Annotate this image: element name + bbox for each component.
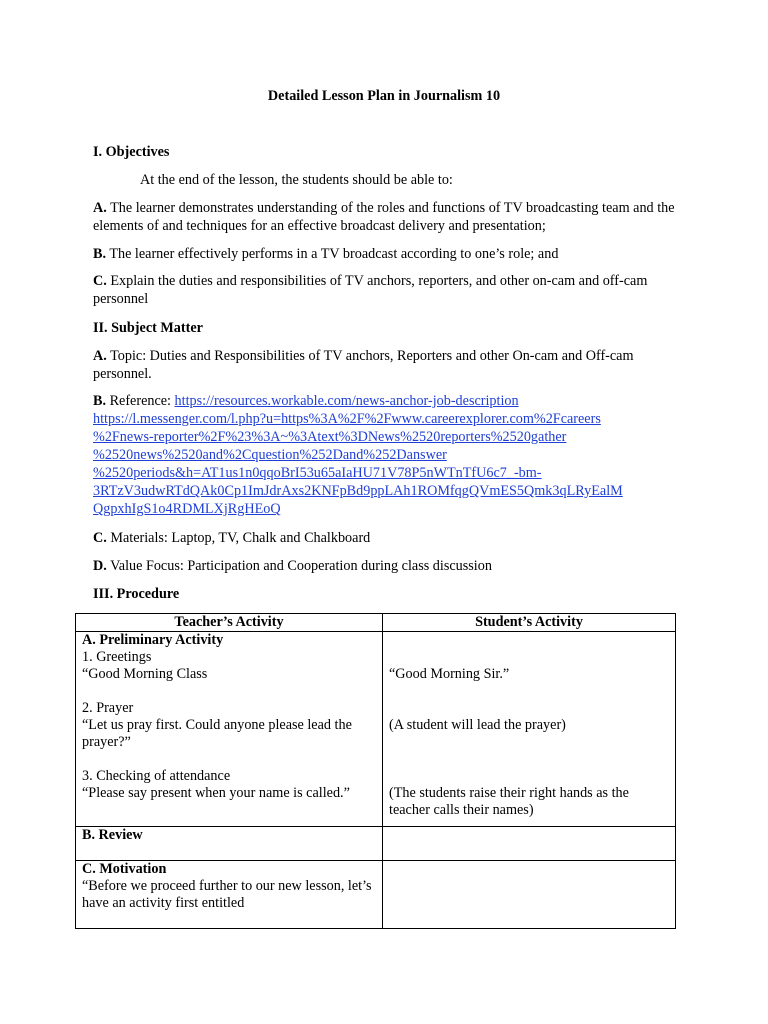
- reference-link-anchor-job[interactable]: https://resources.workable.com/news-anchor-job-description: [174, 393, 519, 409]
- reference-prefix: Reference:: [109, 393, 171, 409]
- review-heading: B. Review: [82, 827, 143, 843]
- objective-b-text: The learner effectively performs in a TV broadcast according to one’s role; and: [109, 246, 559, 262]
- greetings-student-line: “Good Morning Sir.”: [389, 666, 510, 682]
- objective-c-label: C.: [93, 273, 107, 289]
- attendance-label: 3. Checking of attendance: [82, 768, 231, 784]
- reference-link-reporter-line-1[interactable]: https://l.messenger.com/l.php?u=https%3A%2F%2Fwww.careerexplorer.com%2Fcareers: [93, 411, 601, 427]
- subject-reference: [93, 392, 693, 518]
- subject-matter-heading: II. Subject Matter: [93, 320, 203, 336]
- materials-text: Materials: Laptop, TV, Chalk and Chalkboard: [110, 530, 371, 546]
- objective-a-label: A.: [93, 200, 107, 216]
- prayer-label: 2. Prayer: [82, 700, 134, 716]
- student-activity-header: Student’s Activity: [383, 614, 676, 632]
- value-focus-text: Value Focus: Participation and Cooperation during class discussion: [110, 558, 492, 574]
- procedure-header-row: [76, 614, 676, 632]
- objective-a: [93, 199, 683, 235]
- subject-topic-label: A.: [93, 348, 107, 364]
- objectives-intro: At the end of the lesson, the students should be able to:: [140, 172, 453, 188]
- motivation-teacher-cell: [76, 861, 383, 929]
- subject-value-focus: [93, 557, 492, 575]
- objective-c: [93, 272, 668, 308]
- objective-a-text: The learner demonstrates understanding of the roles and functions of TV broadcasting team and the elements of and techniques for an effective broadcast delivery and presentation;: [93, 200, 675, 234]
- procedure-table: [75, 613, 676, 929]
- reference-link-reporter-line-6[interactable]: QgpxhIgS1o4RDMLXjRgHEoQ: [93, 501, 281, 517]
- greetings-teacher-line: “Good Morning Class: [82, 666, 208, 682]
- greetings-label: 1. Greetings: [82, 649, 152, 665]
- reference-label: B.: [93, 393, 107, 409]
- prayer-student-line: (A student will lead the prayer): [389, 717, 566, 733]
- subject-topic: [93, 347, 673, 383]
- procedure-heading: III. Procedure: [93, 586, 180, 602]
- objective-c-text: Explain the duties and responsibilities of TV anchors, reporters, and other on-cam and off-cam personnel: [93, 273, 648, 307]
- motivation-teacher-text: “Before we proceed further to our new lesson, let’s have an activity first entitled: [82, 878, 372, 911]
- value-focus-label: D.: [93, 558, 107, 574]
- preliminary-heading: A. Preliminary Activity: [82, 632, 224, 648]
- reference-link-reporter-line-5[interactable]: 3RTzV3udwRTdQAk0Cp1ImJdrAxs2KNFpBd9ppLAh1ROMfqgQVmES5Qmk3qLRyEalM: [93, 483, 623, 499]
- review-teacher-cell: [76, 827, 383, 861]
- review-student-cell: [383, 827, 676, 861]
- attendance-student-line: (The students raise their right hands as the teacher calls their names): [389, 785, 629, 818]
- attendance-teacher-line: “Please say present when your name is called.”: [82, 785, 350, 801]
- prayer-teacher-line: “Let us pray first. Could anyone please lead the prayer?”: [82, 717, 352, 750]
- materials-label: C.: [93, 530, 107, 546]
- teacher-activity-header: Teacher’s Activity: [76, 614, 383, 632]
- motivation-heading: C. Motivation: [82, 861, 167, 877]
- reference-link-reporter-line-4[interactable]: %2520periods&h=AT1us1n0qqoBrI53u65aIaHU71V78P5nWTnTfU6c7_-bm-: [93, 465, 542, 481]
- reference-link-reporter-line-2[interactable]: %2Fnews-reporter%2F%23%3A~%3Atext%3DNews%2520reporters%2520gather: [93, 429, 567, 445]
- preliminary-teacher-cell: [76, 632, 383, 827]
- reference-link-reporter-line-3[interactable]: %2520news%2520and%2Cquestion%252Dand%252Danswer: [93, 447, 447, 463]
- motivation-student-cell: [383, 861, 676, 929]
- subject-materials: [93, 529, 370, 547]
- subject-topic-text: Topic: Duties and Responsibilities of TV anchors, Reporters and other On-cam and Off-cam personnel.: [93, 348, 634, 382]
- motivation-row: [76, 861, 676, 929]
- objectives-heading: I. Objectives: [93, 144, 170, 160]
- review-row: [76, 827, 676, 861]
- preliminary-student-cell: [383, 632, 676, 827]
- preliminary-activity-row: [76, 632, 676, 827]
- objective-b: [93, 245, 683, 263]
- document-title: Detailed Lesson Plan in Journalism 10: [267, 88, 501, 104]
- objective-b-label: B.: [93, 246, 107, 262]
